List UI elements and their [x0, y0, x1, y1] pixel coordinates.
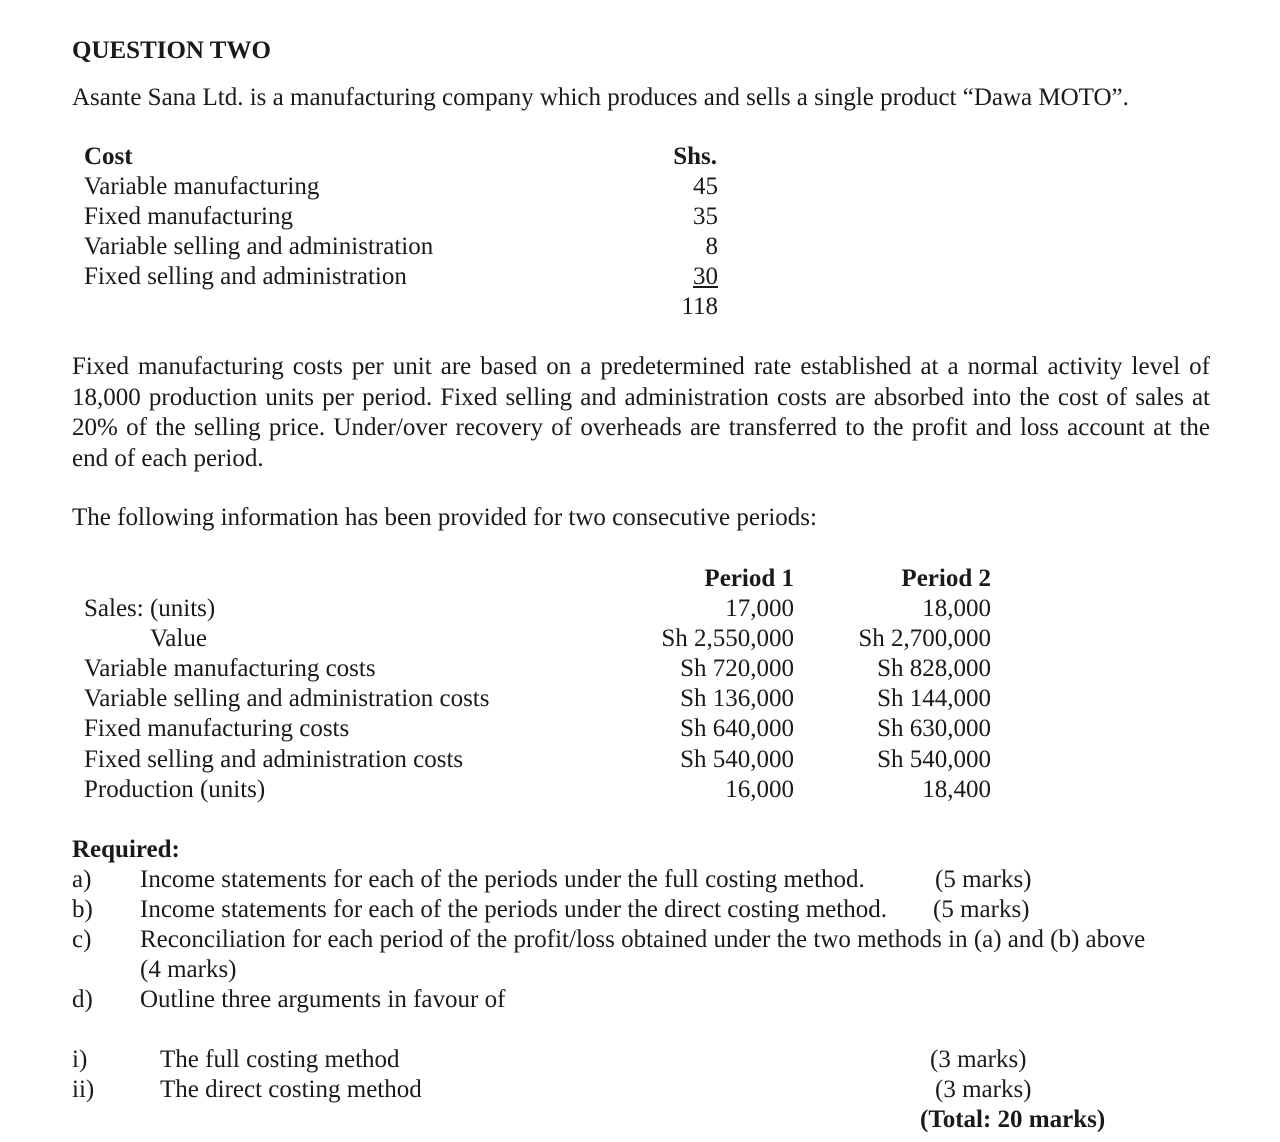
period-2-header: Period 2	[901, 565, 991, 592]
cost-row-value: 35	[693, 203, 718, 230]
period-table	[84, 564, 994, 814]
required-item-marks: (5 marks)	[933, 896, 1030, 923]
cost-table	[84, 142, 724, 322]
period-row-label: Variable selling and administration costs	[84, 685, 490, 712]
required-item-text: Reconciliation for each period of the profit/loss obtained under the two methods in (a) and (b) above	[140, 926, 1146, 953]
cost-row	[84, 202, 724, 232]
required-item-letter: b)	[72, 896, 93, 923]
cost-row-value: 8	[705, 233, 718, 260]
required-item-letter: a)	[72, 866, 92, 893]
period-2-value: 18,000	[922, 595, 991, 622]
period-2-value: Sh 540,000	[877, 746, 991, 773]
period-row-label: Fixed selling and administration costs	[84, 746, 464, 773]
question-title: QUESTION TWO	[72, 37, 271, 64]
period-row-label: Value	[150, 625, 207, 652]
period-1-value: Sh 136,000	[680, 685, 794, 712]
cost-row-value: 45	[693, 173, 718, 200]
cost-row	[84, 262, 724, 292]
period-2-value: Sh 630,000	[877, 715, 991, 742]
period-1-value: Sh 640,000	[680, 715, 794, 742]
required-item-text: Income statements for each of the periods under the full costing method.	[140, 866, 865, 893]
required-item-letter: c)	[72, 926, 92, 953]
cost-row	[84, 232, 724, 262]
period-1-header: Period 1	[704, 565, 794, 592]
total-marks: (Total: 20 marks)	[920, 1106, 1106, 1133]
required-item-marks: (5 marks)	[935, 866, 1032, 893]
period-1-value: Sh 540,000	[680, 746, 794, 773]
cost-total-row	[84, 292, 724, 322]
period-1-value: 17,000	[725, 595, 794, 622]
period-row-label: Variable manufacturing costs	[84, 655, 376, 682]
required-item-text: Outline three arguments in favour of	[140, 986, 506, 1013]
paragraph-fixed-costs: Fixed manufacturing costs per unit are based on a predetermined rate established at a normal activity level of 18,000 production units per period. Fixed selling and administration costs are absorbed into the cost of sales at 20% of the selling price. Under/over recovery of overheads are transferred to the profit and loss account at the end of each period.	[72, 353, 1210, 472]
cost-row-value: 30	[693, 263, 718, 290]
cost-row-label: Fixed manufacturing	[84, 203, 293, 230]
paragraph-periods-intro: The following information has been provided for two consecutive periods:	[72, 504, 817, 531]
cost-header-value: Shs.	[673, 143, 717, 170]
period-1-value: 16,000	[725, 776, 794, 803]
period-row-label: Fixed manufacturing costs	[84, 715, 350, 742]
required-item-text: Income statements for each of the periods under the direct costing method.	[140, 896, 887, 923]
period-2-value: 18,400	[922, 776, 991, 803]
sub-item-marks: (3 marks)	[930, 1046, 1027, 1073]
cost-row	[84, 172, 724, 202]
period-1-value: Sh 720,000	[680, 655, 794, 682]
cost-row-label: Fixed selling and administration	[84, 263, 407, 290]
cost-total-value: 118	[681, 293, 718, 320]
required-item-marks: (4 marks)	[140, 956, 237, 983]
cost-row-label: Variable manufacturing	[84, 173, 320, 200]
sub-item-marks: (3 marks)	[935, 1076, 1032, 1103]
period-2-value: Sh 828,000	[877, 655, 991, 682]
period-2-value: Sh 2,700,000	[858, 625, 991, 652]
period-1-value: Sh 2,550,000	[661, 625, 794, 652]
intro-text: Asante Sana Ltd. is a manufacturing company which produces and sells a single product “Dawa MOTO”.	[72, 84, 1129, 111]
sub-item-letter: ii)	[72, 1076, 95, 1103]
required-title: Required:	[72, 836, 180, 863]
period-row-label: Sales: (units)	[84, 595, 216, 622]
required-item-letter: d)	[72, 986, 93, 1013]
sub-item-letter: i)	[72, 1046, 88, 1073]
sub-item-text: The direct costing method	[160, 1076, 422, 1103]
sub-item-text: The full costing method	[160, 1046, 400, 1073]
period-row-label: Production (units)	[84, 776, 266, 803]
period-2-value: Sh 144,000	[877, 685, 991, 712]
cost-header-label: Cost	[84, 143, 133, 170]
cost-row-label: Variable selling and administration	[84, 233, 434, 260]
